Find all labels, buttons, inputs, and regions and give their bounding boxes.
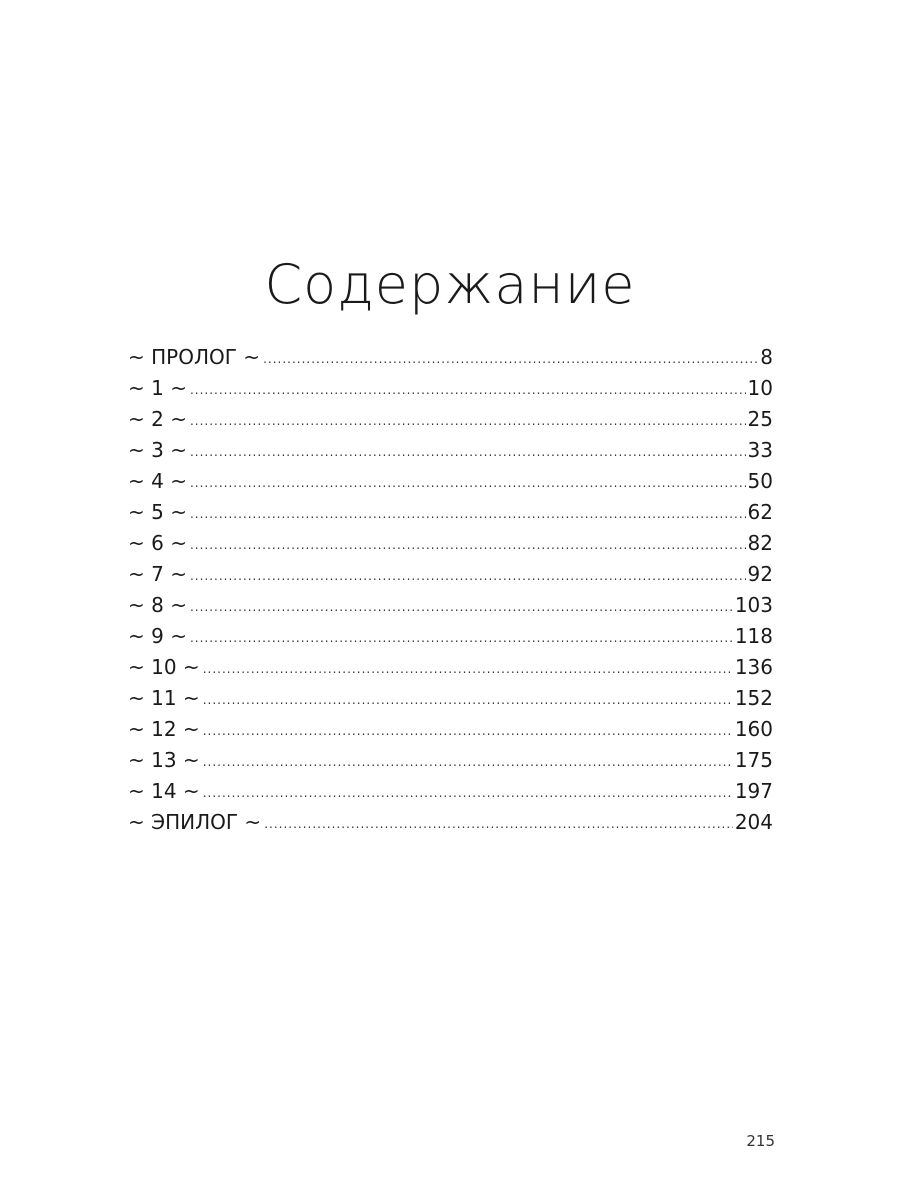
dot-leader bbox=[203, 716, 733, 747]
toc-entry-page: 33 bbox=[747, 438, 773, 462]
toc-entry-label: ~ ПРОЛОГ ~ bbox=[128, 345, 261, 369]
toc-entry-page: 82 bbox=[747, 531, 773, 555]
dot-leader bbox=[190, 592, 733, 623]
toc-entry bbox=[128, 621, 773, 652]
toc-entry-page: 136 bbox=[734, 655, 773, 679]
toc-entry bbox=[128, 714, 773, 745]
toc-entry-label: ~ 8 ~ bbox=[128, 593, 187, 617]
dot-leader bbox=[190, 623, 733, 654]
toc-entry-label: ~ 9 ~ bbox=[128, 624, 187, 648]
toc-entry-page: 160 bbox=[734, 717, 773, 741]
dot-leader bbox=[190, 499, 746, 530]
toc-entry-label: ~ 2 ~ bbox=[128, 407, 187, 431]
toc-entry-page: 92 bbox=[747, 562, 773, 586]
toc-entry bbox=[128, 776, 773, 807]
toc-entry-page: 10 bbox=[747, 376, 773, 400]
toc-entry bbox=[128, 497, 773, 528]
toc-entry-page: 175 bbox=[734, 748, 773, 772]
toc-entry bbox=[128, 559, 773, 590]
dot-leader bbox=[203, 685, 733, 716]
toc-entry bbox=[128, 807, 773, 838]
dot-leader bbox=[190, 375, 746, 406]
toc-entry-label: ~ 7 ~ bbox=[128, 562, 187, 586]
toc-entry bbox=[128, 745, 773, 776]
toc-entry-page: 118 bbox=[734, 624, 773, 648]
toc-entry-label: ~ 12 ~ bbox=[128, 717, 200, 741]
toc-entry-label: ~ 14 ~ bbox=[128, 779, 200, 803]
dot-leader bbox=[264, 809, 733, 840]
dot-leader bbox=[203, 654, 733, 685]
toc-entry bbox=[128, 342, 773, 373]
toc-entry-page: 50 bbox=[747, 469, 773, 493]
toc-entry bbox=[128, 373, 773, 404]
page-number: 215 bbox=[746, 1132, 775, 1150]
toc-entry bbox=[128, 683, 773, 714]
toc-entry-label: ~ 4 ~ bbox=[128, 469, 187, 493]
toc-entry-page: 152 bbox=[734, 686, 773, 710]
toc-entry-page: 204 bbox=[734, 810, 773, 834]
dot-leader bbox=[190, 530, 746, 561]
table-of-contents bbox=[128, 342, 773, 838]
toc-entry-page: 8 bbox=[760, 345, 773, 369]
page-title: Содержание bbox=[264, 253, 636, 316]
toc-entry bbox=[128, 528, 773, 559]
toc-entry-page: 103 bbox=[734, 593, 773, 617]
toc-entry bbox=[128, 652, 773, 683]
dot-leader bbox=[203, 747, 733, 778]
toc-entry-label: ~ 13 ~ bbox=[128, 748, 200, 772]
toc-entry-label: ~ 11 ~ bbox=[128, 686, 200, 710]
toc-entry bbox=[128, 590, 773, 621]
toc-entry-label: ~ 5 ~ bbox=[128, 500, 187, 524]
dot-leader bbox=[190, 406, 746, 437]
toc-entry-label: ~ ЭПИЛОГ ~ bbox=[128, 810, 262, 834]
toc-entry-label: ~ 10 ~ bbox=[128, 655, 200, 679]
dot-leader bbox=[263, 344, 758, 375]
dot-leader bbox=[190, 561, 746, 592]
toc-entry bbox=[128, 466, 773, 497]
toc-entry-label: ~ 6 ~ bbox=[128, 531, 187, 555]
toc-entry-label: ~ 3 ~ bbox=[128, 438, 187, 462]
toc-entry-label: ~ 1 ~ bbox=[128, 376, 187, 400]
toc-entry-page: 62 bbox=[747, 500, 773, 524]
toc-entry bbox=[128, 404, 773, 435]
toc-entry bbox=[128, 435, 773, 466]
toc-entry-page: 25 bbox=[747, 407, 773, 431]
dot-leader bbox=[203, 778, 733, 809]
dot-leader bbox=[190, 468, 746, 499]
dot-leader bbox=[190, 437, 746, 468]
toc-entry-page: 197 bbox=[734, 779, 773, 803]
